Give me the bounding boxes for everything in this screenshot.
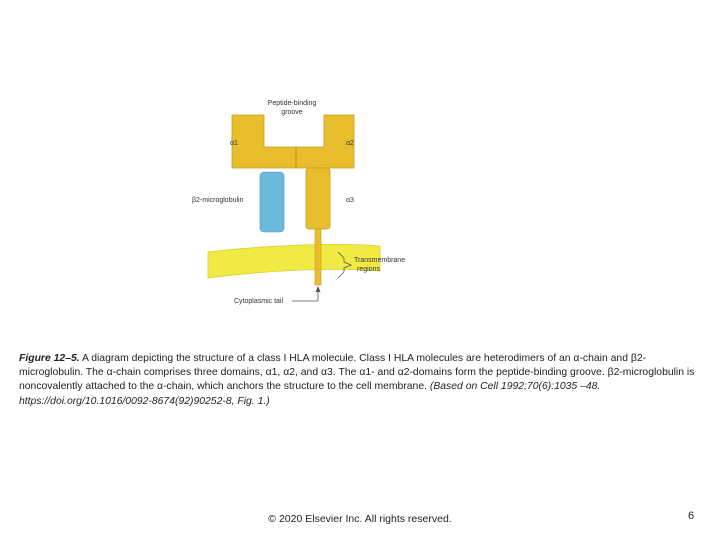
beta2-microglobulin-domain: [260, 172, 284, 232]
alpha2-label: α2: [346, 140, 354, 147]
copyright-footer: © 2020 Elsevier Inc. All rights reserved.: [268, 513, 452, 525]
alpha1-label: α1: [230, 140, 238, 147]
alpha1-domain: [232, 115, 296, 168]
cytoplasmic-tail-label: Cytoplasmic tail: [234, 298, 284, 305]
groove-label-line1: Peptide-binding: [267, 100, 317, 107]
groove-label-line2: groove: [281, 109, 303, 116]
b2m-label: β2-microglobulin: [192, 197, 244, 204]
transmembrane-label-line1: Transmembrane: [354, 257, 406, 264]
caption-citation: (Based on Cell 1992;70(6):1035 –48. https://doi.org/10.1016/0092-8674(92)90252-8, Fig. 1.): [19, 381, 601, 407]
page-number: 6: [688, 510, 695, 522]
figure-label: Figure 12–5.: [19, 353, 80, 364]
alpha3-domain: [306, 168, 330, 229]
cytoplasmic-tail-arrowhead: [316, 286, 321, 292]
alpha3-label: α3: [346, 197, 354, 204]
caption-text: A diagram depicting the structure of a class I HLA molecule. Class I HLA molecules are heterodimers of an α-chain and β2-microglobulin. The α-chain comprises three domains, α1, α2, and α3. The α1- and α2-domains form the peptide-binding groove. β2-microglobulin is noncovalently attached to the α-chain, which anchors the structure to the cell membrane.: [19, 353, 695, 393]
transmembrane-label-line2: regions: [357, 266, 380, 273]
figure-caption: [19, 352, 707, 409]
transmembrane-segment: [315, 229, 321, 285]
